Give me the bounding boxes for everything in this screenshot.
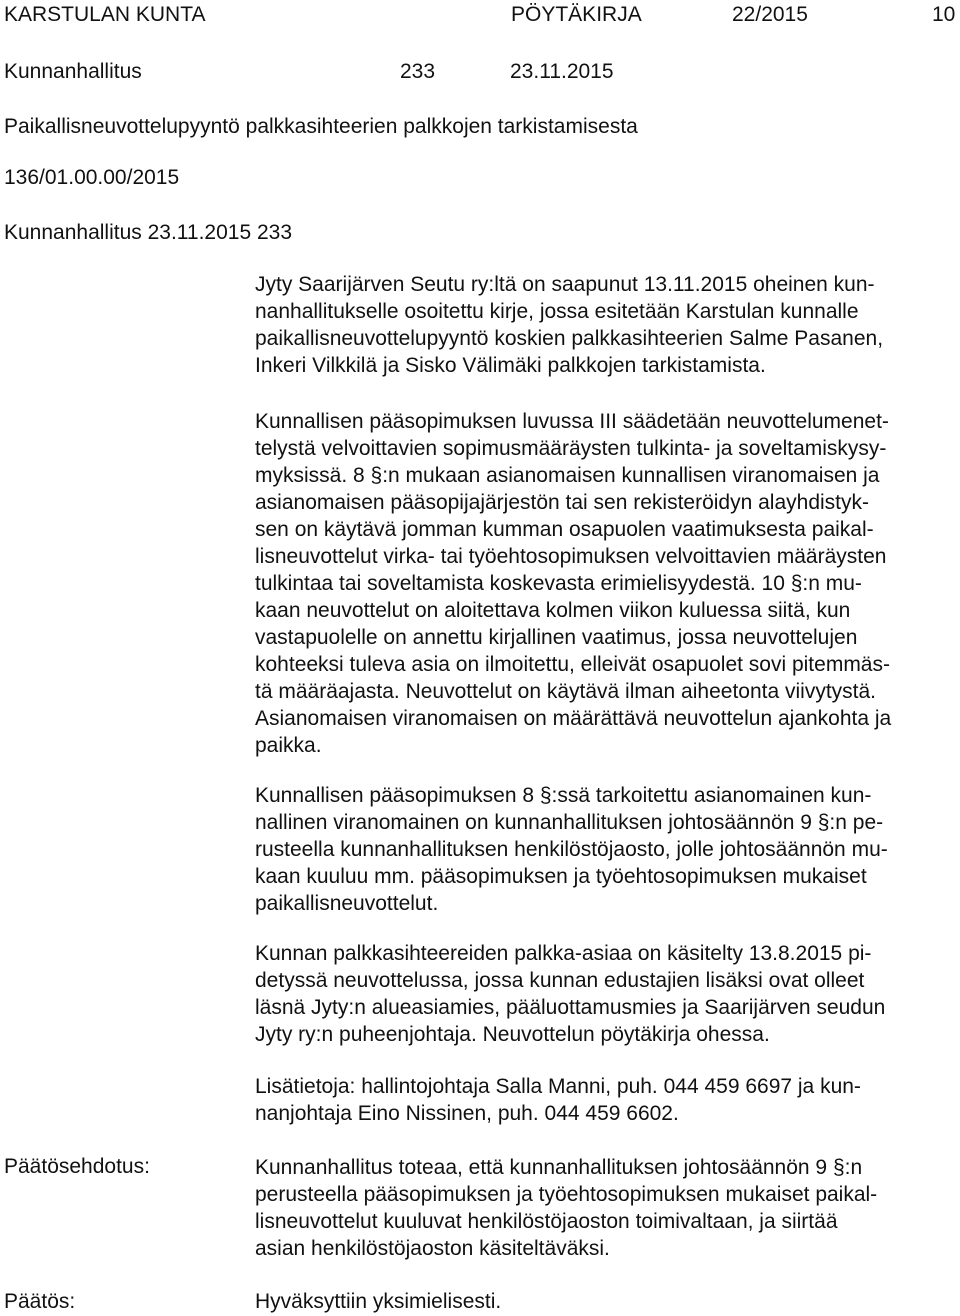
paragraph-line: kaan neuvottelut on aloitettava kolmen viikon kuluessa siitä, kun: [255, 599, 851, 622]
paragraph-line: Kunnallisen pääsopimuksen 8 §:ssä tarkoitettu asianomainen kun-: [255, 784, 872, 807]
doc-number: 22/2015: [732, 3, 808, 26]
page-number: 10: [932, 3, 956, 26]
paragraph-line: Lisätietoja: hallintojohtaja Salla Manni, puh. 044 459 6697 ja kun-: [255, 1075, 861, 1098]
paragraph-line: paikallisneuvottelut.: [255, 892, 439, 915]
paragraph-line: Kunnan palkkasihteereiden palkka-asiaa on käsitelty 13.8.2015 pi-: [255, 942, 872, 965]
paragraph-line: detyssä neuvottelussa, jossa kunnan edustajien lisäksi ovat olleet: [255, 969, 865, 992]
proposal-line: Kunnanhallitus toteaa, että kunnanhallituksen johtosäännön 9 §:n: [255, 1156, 863, 1179]
paragraph-5: [255, 1073, 955, 1127]
paragraph-line: paikka.: [255, 734, 322, 757]
item-title: Paikallisneuvottelupyyntö palkkasihteerien palkkojen tarkistamisesta: [4, 115, 638, 138]
paragraph-line: Inkeri Vilkkilä ja Sisko Välimäki palkkojen tarkistamista.: [255, 354, 766, 377]
paragraph-line: nanjohtaja Eino Nissinen, puh. 044 459 6602.: [255, 1102, 679, 1125]
handling-line: Kunnanhallitus 23.11.2015 233: [4, 221, 293, 244]
paragraph-line: Jyty ry:n puheenjohtaja. Neuvottelun pöytäkirja ohessa.: [255, 1023, 770, 1046]
decision-label: Päätös:: [4, 1290, 76, 1313]
meeting-date: 23.11.2015: [510, 60, 614, 83]
paragraph-3: [255, 782, 955, 917]
paragraph-line: rusteella kunnanhallituksen henkilöstöjaosto, jolle johtosäännön mu-: [255, 838, 888, 861]
paragraph-line: telystä velvoittavien sopimusmääräysten tulkinta- ja soveltamiskysy-: [255, 437, 887, 460]
paragraph-line: Jyty Saarijärven Seutu ry:ltä on saapunut 13.11.2015 oheinen kun-: [255, 273, 875, 296]
proposal-line: lisneuvottelut kuuluvat henkilöstöjaoston toimivaltaan, ja siirtää: [255, 1210, 838, 1233]
paragraph-line: Asianomaisen viranomaisen on määrättävä neuvottelun ajankohta ja: [255, 707, 892, 730]
paragraph-4: [255, 940, 955, 1048]
paragraph-line: sen on käytävä jomman kumman osapuolen vaatimuksesta paikal-: [255, 518, 874, 541]
decision-text: Hyväksyttiin yksimielisesti.: [255, 1290, 502, 1313]
paragraph-line: nanhallitukselle osoitettu kirje, jossa esitetään Karstulan kunnalle: [255, 300, 859, 323]
paragraph-line: tulkintaa tai soveltamista koskevasta erimielisyydestä. 10 §:n mu-: [255, 572, 862, 595]
proposal-line: perusteella pääsopimuksen ja työehtosopimuksen mukaiset paikal-: [255, 1183, 878, 1206]
paragraph-2: [255, 408, 955, 759]
paragraph-line: vastapuolelle on annettu kirjallinen vaatimus, jossa neuvottelujen: [255, 626, 858, 649]
paragraph-1: [255, 271, 955, 379]
doc-type: PÖYTÄKIRJA: [511, 3, 642, 26]
section-number: 233: [400, 60, 436, 83]
paragraph-line: tä määräajasta. Neuvottelut on käytävä ilman aiheetonta viivytystä.: [255, 680, 876, 703]
paragraph-line: Kunnallisen pääsopimuksen luvussa III säädetään neuvottelumenet-: [255, 410, 889, 433]
paragraph-line: nallinen viranomainen on kunnanhallituksen johtosäännön 9 §:n pe-: [255, 811, 884, 834]
paragraph-line: asianomaisen pääsopijajärjestön tai sen rekisteröidyn alayhdistyk-: [255, 491, 869, 514]
paragraph-line: kohteeksi tuleva asia on ilmoitettu, elleivät osapuolet sovi pitemmäs-: [255, 653, 890, 676]
proposal-text: [255, 1154, 955, 1262]
paragraph-line: paikallisneuvottelupyyntö koskien palkkasihteerien Salme Pasanen,: [255, 327, 884, 350]
record-number: 136/01.00.00/2015: [4, 166, 180, 189]
paragraph-line: lisneuvottelut virka- tai työehtosopimuksen velvoittavien määräysten: [255, 545, 887, 568]
paragraph-line: myksissä. 8 §:n mukaan asianomaisen kunnallisen viranomaisen ja: [255, 464, 880, 487]
proposal-label: Päätösehdotus:: [4, 1155, 150, 1178]
paragraph-line: läsnä Jyty:n alueasiamies, pääluottamusmies ja Saarijärven seudun: [255, 996, 886, 1019]
proposal-line: asian henkilöstöjaoston käsiteltäväksi.: [255, 1237, 610, 1260]
meeting-body: Kunnanhallitus: [4, 60, 142, 83]
org-name: KARSTULAN KUNTA: [4, 3, 206, 26]
paragraph-line: kaan kuuluu mm. pääsopimuksen ja työehtosopimuksen mukaiset: [255, 865, 867, 888]
